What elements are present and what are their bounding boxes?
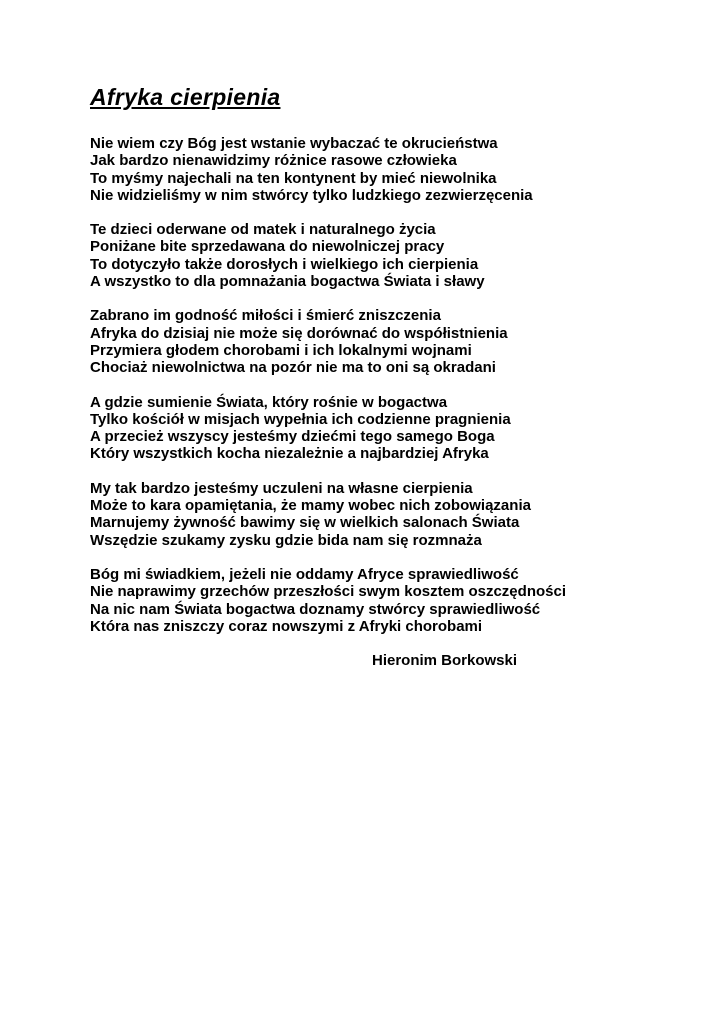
poem-line: Afryka do dzisiaj nie może się dorównać do współistnienia xyxy=(90,324,508,342)
poem-stanza-3 xyxy=(90,307,665,376)
poem-stanza-2 xyxy=(90,221,665,290)
poem-line: Bóg mi świadkiem, jeżeli nie oddamy Afryce sprawiedliwość xyxy=(90,565,519,583)
poem-line: Chociaż niewolnictwa na pozór nie ma to oni są okradani xyxy=(90,359,496,377)
poem-stanza-1 xyxy=(90,135,665,204)
poem-line: Przymiera głodem chorobami i ich lokalnymi wojnami xyxy=(90,341,472,359)
poem-line: Nie wiem czy Bóg jest wstanie wybaczać te okrucieństwa xyxy=(90,135,498,152)
poem-line: A wszystko to dla pomnażania bogactwa Świata i sławy xyxy=(90,273,485,291)
poem-line: Marnujemy żywność bawimy się w wielkich salonach Świata xyxy=(90,514,520,532)
poem-line: A gdzie sumienie Świata, który rośnie w bogactwa xyxy=(90,393,448,411)
poem-line: Wszędzie szukamy zysku gdzie bida nam się rozmnaża xyxy=(90,531,482,549)
poem-stanza-6 xyxy=(90,566,665,635)
poem-stanza-4 xyxy=(90,394,665,463)
poem-line: To dotyczyło także dorosłych i wielkiego ich cierpienia xyxy=(90,255,479,273)
poem-line: Który wszystkich kocha niezależnie a najbardziej Afryka xyxy=(90,445,489,463)
poem-line: My tak bardzo jesteśmy uczuleni na własne cierpienia xyxy=(90,479,473,497)
poem-line: Tylko kościół w misjach wypełnia ich codzienne pragnienia xyxy=(90,410,511,428)
poem-line: Te dzieci oderwane od matek i naturalnego życia xyxy=(90,221,436,239)
poem-line: Jak bardzo nienawidzimy różnice rasowe człowieka xyxy=(90,152,457,170)
poem-line: Nie naprawimy grzechów przeszłości swym kosztem oszczędności xyxy=(90,583,566,601)
poem-line: Zabrano im godność miłości i śmierć zniszczenia xyxy=(90,307,441,325)
author-signature: Hieronim Borkowski xyxy=(372,652,518,670)
poem-title: Afryka cierpienia xyxy=(90,84,281,110)
poem-line: Nie widzieliśmy w nim stwórcy tylko ludzkiego zezwierzęcenia xyxy=(90,186,533,204)
poem-line: A przecież wszyscy jesteśmy dziećmi tego samego Boga xyxy=(90,428,495,446)
poem-line: Może to kara opamiętania, że mamy wobec nich zobowiązania xyxy=(90,497,531,515)
poem-line: Na nic nam Świata bogactwa doznamy stwórcy sprawiedliwość xyxy=(90,600,541,618)
poem-content xyxy=(90,84,665,669)
poem-stanza-5 xyxy=(90,480,665,549)
poem-line: To myśmy najechali na ten kontynent by mieć niewolnika xyxy=(90,169,497,187)
poem-line: Która nas zniszczy coraz nowszymi z Afryki chorobami xyxy=(90,617,483,635)
poem-line: Poniżane bite sprzedawana do niewolniczej pracy xyxy=(90,238,445,256)
